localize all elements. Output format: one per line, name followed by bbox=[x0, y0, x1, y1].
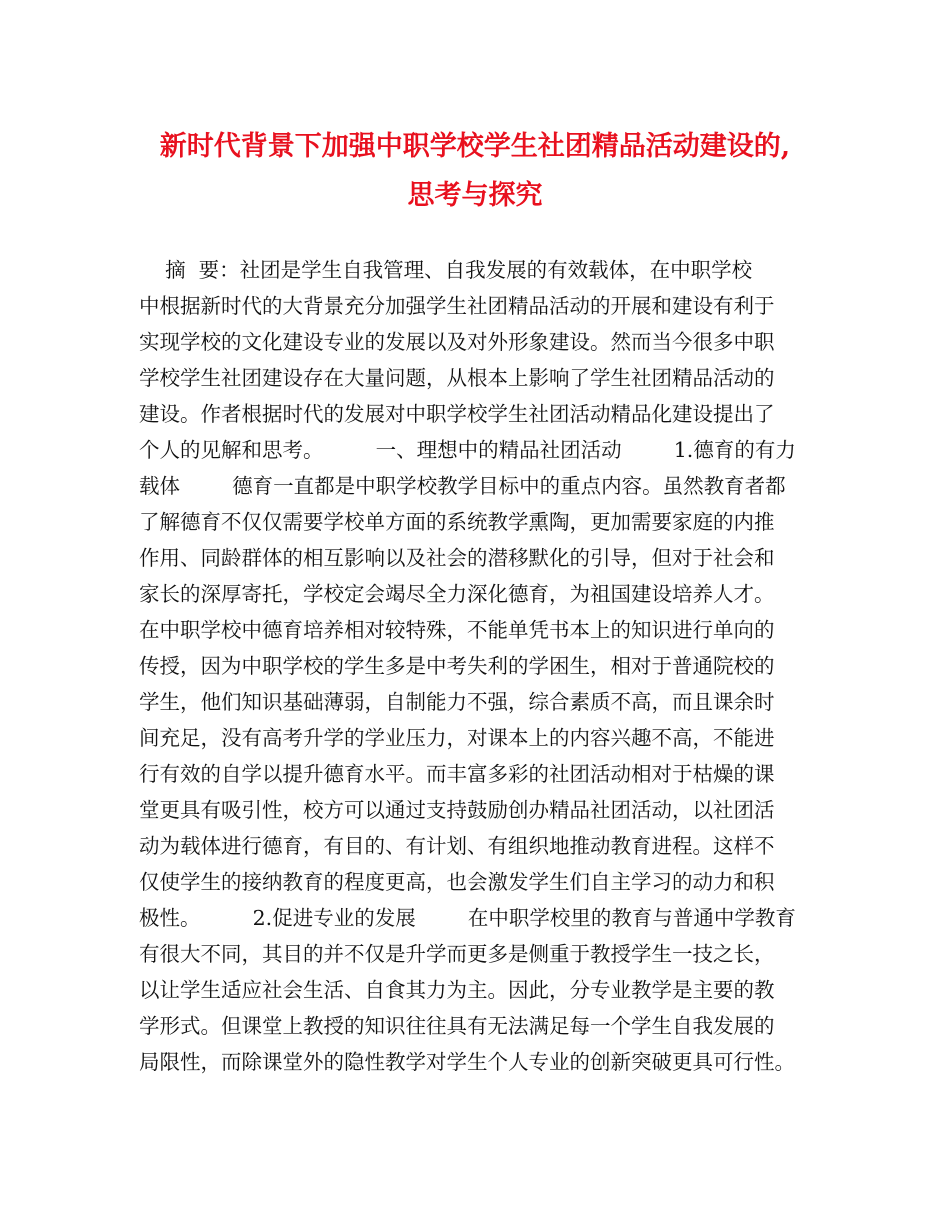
body-line: 极性。 2.促进专业的发展 在中职学校里的教育与普通中学教育 bbox=[139, 906, 796, 930]
body-line: 摘 要：社团是学生自我管理、自我发展的有效载体，在中职学校 bbox=[139, 258, 753, 282]
body-line: 学生，他们知识基础薄弱，自制能力不强，综合素质不高，而且课余时 bbox=[139, 690, 775, 714]
body-line: 学校学生社团建设存在大量问题，从根本上影响了学生社团精品活动的 bbox=[139, 366, 775, 390]
body-line: 家长的深厚寄托，学校定会竭尽全力深化德育，为祖国建设培养人才。 bbox=[139, 582, 775, 606]
body-line: 行有效的自学以提升德育水平。而丰富多彩的社团活动相对于枯燥的课 bbox=[139, 762, 775, 786]
body-line: 个人的见解和思考。 一、理想中的精品社团活动 1.德育的有力 bbox=[139, 438, 796, 462]
body-line: 传授，因为中职学校的学生多是中考失利的学困生，相对于普通院校的 bbox=[139, 654, 775, 678]
body-line: 以让学生适应社会生活、自食其力为主。因此，分专业教学是主要的教 bbox=[139, 978, 775, 1002]
body-line: 学形式。但课堂上教授的知识往往具有无法满足每一个学生自我发展的 bbox=[139, 1014, 775, 1038]
body-line: 载体 德育一直都是中职学校教学目标中的重点内容。虽然教育者都 bbox=[139, 474, 786, 498]
body-line: 间充足，没有高考升学的学业压力，对课本上的内容兴趣不高，不能进 bbox=[139, 726, 775, 750]
body-line: 堂更具有吸引性，校方可以通过支持鼓励创办精品社团活动，以社团活 bbox=[139, 798, 775, 822]
body-line: 在中职学校中德育培养相对较特殊，不能单凭书本上的知识进行单向的 bbox=[139, 618, 775, 642]
body-line: 作用、同龄群体的相互影响以及社会的潜移默化的引导，但对于社会和 bbox=[139, 546, 775, 570]
document-title-line-2: 思考与探究 bbox=[407, 180, 543, 211]
body-line: 建设。作者根据时代的发展对中职学校学生社团活动精品化建设提出了 bbox=[139, 402, 775, 426]
body-line: 实现学校的文化建设专业的发展以及对外形象建设。然而当今很多中职 bbox=[139, 330, 775, 354]
body-line: 局限性，而除课堂外的隐性教学对学生个人专业的创新突破更具可行性。 bbox=[139, 1050, 795, 1074]
body-line: 动为载体进行德育，有目的、有计划、有组织地推动教育进程。这样不 bbox=[139, 834, 775, 858]
body-line: 有很大不同，其目的并不仅是升学而更多是侧重于教授学生一技之长， bbox=[139, 942, 775, 966]
body-line: 了解德育不仅仅需要学校单方面的系统教学熏陶，更加需要家庭的内推 bbox=[139, 510, 775, 534]
body-line: 中根据新时代的大背景充分加强学生社团精品活动的开展和建设有利于 bbox=[139, 294, 775, 318]
document-title-line-1: 新时代背景下加强中职学校学生社团精品活动建设的, bbox=[159, 131, 791, 162]
body-line: 仅使学生的接纳教育的程度更高，也会激发学生们自主学习的动力和积 bbox=[139, 870, 775, 894]
